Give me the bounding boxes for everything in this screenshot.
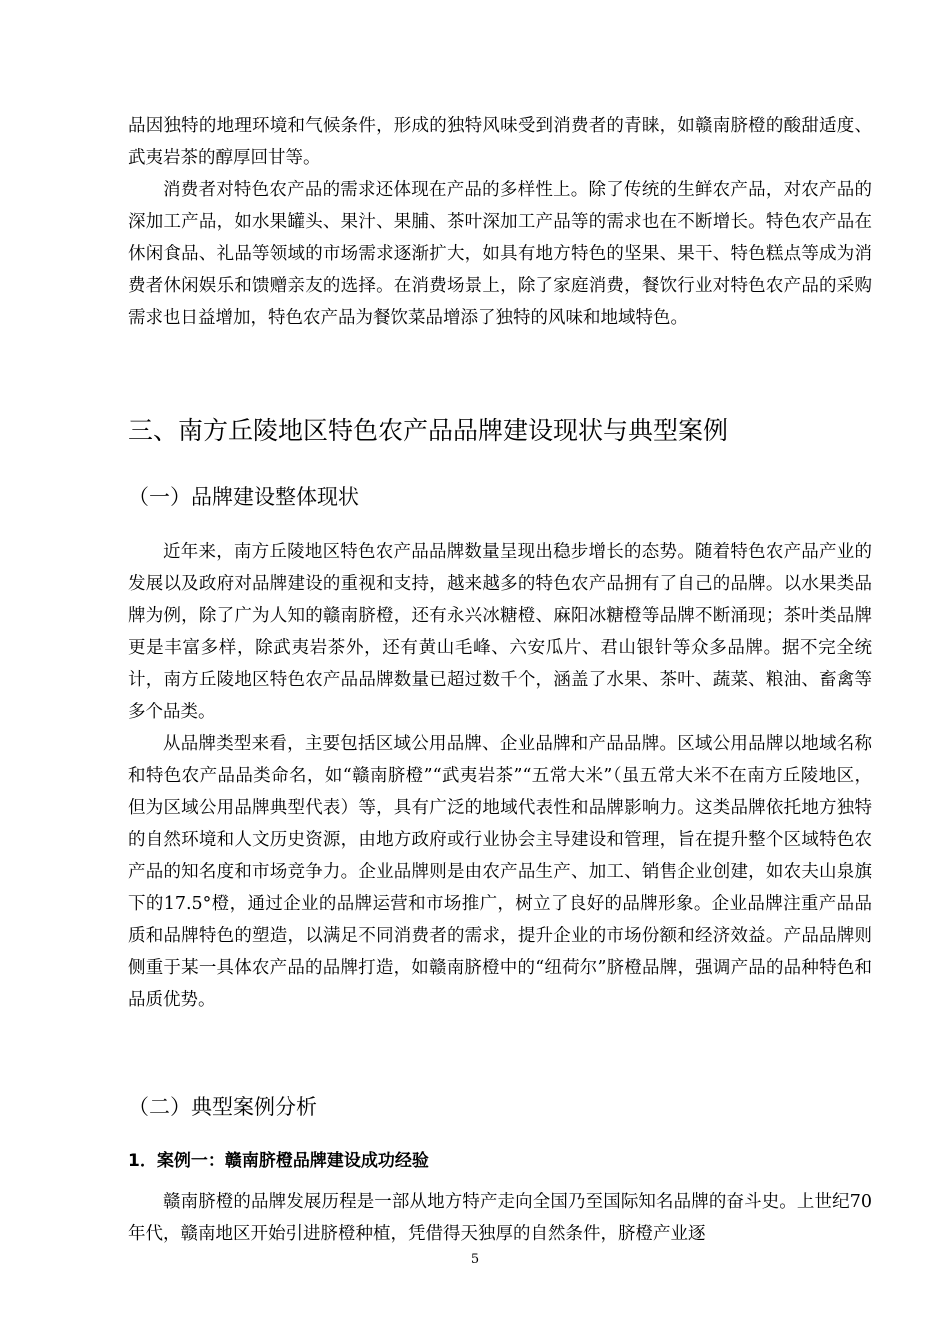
- body-middle: [128, 536, 872, 1016]
- paragraph-overall-status: 近年来，南方丘陵地区特色农产品品牌数量呈现出稳步增长的态势。随着特色农产品产业的发展以及政府对品牌建设的重视和支持，越来越多的特色农产品拥有了自己的品牌。以水果类品牌为例，除了广为人知的赣南脐橙，还有永兴冰糖橙、麻阳冰糖橙等品牌不断涌现；茶叶类品牌更是丰富多样，除武夷岩茶外，还有黄山毛峰、六安瓜片、君山银针等众多品牌。据不完全统计，南方丘陵地区特色农产品品牌数量已超过数千个，涵盖了水果、茶叶、蔬菜、粮油、畜禽等多个品类。: [128, 542, 872, 722]
- section-3-heading: 三、南方丘陵地区特色农产品品牌建设现状与典型案例: [128, 416, 729, 445]
- body-bottom: [128, 1186, 872, 1250]
- subsection-1-block: [128, 482, 872, 512]
- case-1-heading: 1．案例一：赣南脐橙品牌建设成功经验: [128, 1151, 429, 1171]
- paragraph-product-diversity: 消费者对特色农产品的需求还体现在产品的多样性上。除了传统的生鲜农产品，对农产品的深加工产品，如水果罐头、果汁、果脯、茶叶深加工产品等的需求也在不断增长。特色农产品在休闲食品、礼品等领域的市场需求逐渐扩大，如具有地方特色的坚果、果干、特色糕点等成为消费者休闲娱乐和馈赠亲友的选择。在消费场景上，除了家庭消费，餐饮行业对特色农产品的采购需求也日益增加，特色农产品为餐饮菜品增添了独特的风味和地域特色。: [128, 180, 872, 328]
- body-top: [128, 110, 872, 334]
- paragraph-case-1-intro: 赣南脐橙的品牌发展历程是一部从地方特产走向全国乃至国际知名品牌的奋斗史。上世纪70年代，赣南地区开始引进脐橙种植，凭借得天独厚的自然条件，脐橙产业逐: [128, 1192, 872, 1244]
- subsection-2-block: [128, 1092, 872, 1122]
- subsection-1-heading: （一）品牌建设整体现状: [128, 485, 359, 509]
- subsection-2-heading: （二）典型案例分析: [128, 1095, 317, 1119]
- case-1-block: [128, 1147, 872, 1175]
- paragraph-brand-types: 从品牌类型来看，主要包括区域公用品牌、企业品牌和产品品牌。区域公用品牌以地域名称和特色农产品品类命名，如“赣南脐橙”“武夷岩茶”“五常大米”（虽五常大米不在南方丘陵地区，但为区域公用品牌典型代表）等，具有广泛的地域代表性和品牌影响力。这类品牌依托地方独特的自然环境和人文历史资源，由地方政府或行业协会主导建设和管理，旨在提升整个区域特色农产品的知名度和市场竞争力。企业品牌则是由农产品生产、加工、销售企业创建，如农夫山泉旗下的17.5°橙，通过企业的品牌运营和市场推广，树立了良好的品牌形象。企业品牌注重产品品质和品牌特色的塑造，以满足不同消费者的需求，提升企业的市场份额和经济效益。产品品牌则侧重于某一具体农产品的品牌打造，如赣南脐橙中的“纽荷尔”脐橙品牌，强调产品的品种特色和品质优势。: [128, 734, 872, 1010]
- page-number: 5: [470, 1252, 480, 1267]
- section-3-block: [128, 414, 872, 448]
- paragraph-intro-continuation: 品因独特的地理环境和气候条件，形成的独特风味受到消费者的青睐，如赣南脐橙的酸甜适度、武夷岩茶的醇厚回甘等。: [128, 116, 872, 168]
